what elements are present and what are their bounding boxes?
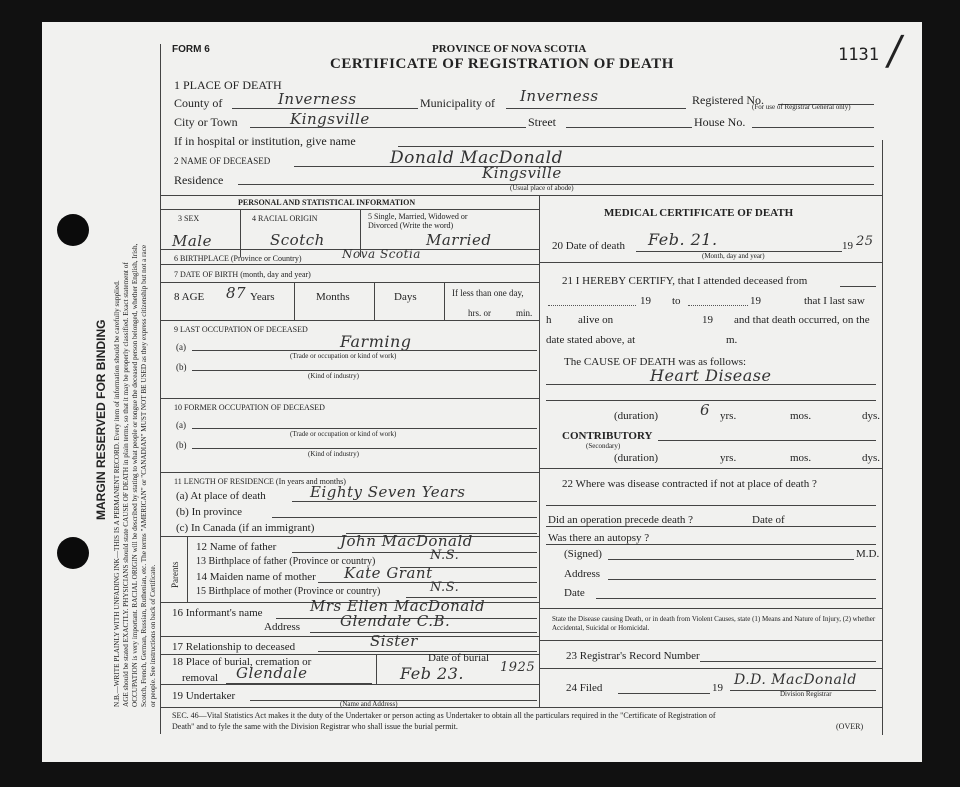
- medical-heading: MEDICAL CERTIFICATE OF DEATH: [604, 207, 794, 219]
- county-line: [232, 108, 418, 109]
- sec46-text-line-2: Death" and to fyle the same with the Division Registrar who shall issue the burial permit.: [172, 722, 458, 731]
- over-label: (OVER): [836, 722, 864, 731]
- sex-label: 3 SEX: [178, 214, 200, 223]
- father-name-line: [292, 552, 537, 553]
- last-occupation-a-label: (a): [176, 342, 186, 352]
- hospital-line: [398, 146, 874, 147]
- informant-label: 16 Informant's name: [172, 607, 263, 619]
- cause-of-death-value: Heart Disease: [650, 366, 772, 385]
- former-occupation-label: 10 FORMER OCCUPATION OF DECEASED: [174, 403, 325, 412]
- birthplace-value: Nova Scotia: [342, 247, 421, 261]
- name-line: [294, 166, 874, 167]
- date-of-death-note: (Month, day and year): [702, 252, 765, 260]
- medical-address-line: [608, 579, 876, 580]
- former-occ-a-line: [192, 428, 537, 429]
- name-of-deceased-label: 2 NAME OF DECEASED: [174, 156, 271, 166]
- burial-date-divider: [376, 654, 377, 684]
- cause-duration-value: 6: [700, 401, 711, 419]
- record-number-line: [700, 661, 876, 662]
- place-of-death-label: 1 PLACE OF DEATH: [174, 78, 282, 92]
- undertaker-note: (Name and Address): [340, 700, 398, 708]
- parents-divider: [187, 536, 188, 602]
- municipality-line: [506, 108, 686, 109]
- last-occ-industry-note: (Kind of industry): [308, 372, 359, 380]
- certify-line: [840, 286, 876, 287]
- mother-name-line: [318, 582, 537, 583]
- autopsy-label: Was there an autopsy ?: [548, 532, 650, 544]
- burial-date-value: Feb 23.: [400, 664, 464, 683]
- less-than-day-label: If less than one day,: [452, 288, 524, 298]
- burial-label-2: removal: [182, 672, 219, 684]
- age-divider-3: [444, 282, 445, 320]
- page-title: CERTIFICATE OF REGISTRATION OF DEATH: [330, 56, 674, 72]
- certify-19a: 19: [640, 295, 651, 307]
- parents-label: Parents: [170, 561, 180, 588]
- father-birthplace-value: N.S.: [430, 548, 460, 563]
- mother-birthplace-value: N.S.: [430, 580, 460, 595]
- contributory-yrs-label: yrs.: [720, 452, 737, 464]
- hospital-label: If in hospital or institution, give name: [174, 134, 356, 148]
- contracted-label: 22 Where was disease contracted if not at place of death ?: [562, 478, 817, 490]
- burial-section-line: [160, 684, 539, 685]
- mother-name-label: 14 Maiden name of mother: [196, 571, 316, 583]
- operation-date-label: Date of: [752, 514, 785, 526]
- certify-m: m.: [726, 334, 738, 346]
- days-label: Days: [394, 291, 417, 303]
- residence-length-label: 11 LENGTH OF RESIDENCE (In years and months): [174, 477, 346, 486]
- md-label: M.D.: [856, 548, 880, 560]
- contributory-line: [658, 440, 876, 441]
- dob-line: [160, 282, 539, 283]
- father-name-label: 12 Name of father: [196, 541, 277, 553]
- birthplace-line: [160, 264, 539, 265]
- last-occ-b-line: [192, 370, 537, 371]
- county-value: Inverness: [278, 90, 357, 108]
- city-line: [250, 127, 526, 128]
- registrar-note: (For use of Registrar General only): [752, 103, 851, 111]
- registrar-signature: D.D. MacDonald: [734, 672, 857, 688]
- contributory-dys-label: dys.: [862, 452, 881, 464]
- mother-birthplace-label: 15 Birthplace of mother (Province or country): [196, 586, 381, 597]
- months-label: Months: [316, 291, 350, 303]
- mother-name-value: Kate Grant: [344, 564, 433, 582]
- date-of-death-value: Feb. 21.: [648, 230, 718, 249]
- certify-label: 21 I HEREBY CERTIFY, that I attended deceased from: [562, 275, 808, 287]
- autopsy-line: [546, 544, 876, 545]
- cause-duration-label: (duration): [614, 410, 658, 422]
- racial-origin-label: 4 RACIAL ORIGIN: [252, 214, 318, 223]
- informant-address-line: [310, 632, 537, 633]
- house-no-line: [752, 127, 874, 128]
- sec46-text-line-1: SEC. 46—Vital Statistics Act makes it the duty of the Undertaker or person acting as Undertaker to obtain all the particulars required in the "Certificate of Registration of: [172, 711, 716, 720]
- date-of-death-label: 20 Date of death: [552, 240, 625, 252]
- burial-place-value: Glendale: [236, 664, 308, 682]
- operation-label: Did an operation precede death ?: [548, 514, 694, 526]
- father-name-value: John MacDonald: [340, 532, 473, 550]
- former-occupation-a-label: (a): [176, 420, 186, 430]
- death-year-prefix: 19: [842, 240, 853, 252]
- undertaker-label: 19 Undertaker: [172, 690, 236, 702]
- in-canada-label: (c) In Canada (if an immigrant): [176, 522, 315, 534]
- form-number: FORM 6: [172, 44, 210, 55]
- cause-line-2: [546, 400, 876, 401]
- death-year-value: 25: [856, 234, 874, 249]
- certify-last-saw: that I last saw: [804, 295, 865, 307]
- certify-alive: alive on: [578, 314, 614, 326]
- violent-causes-note: State the Disease causing Death, or in death from Violent Causes, state (1) Means and Nature of Injury, (2) whether Accidental, Suicidal or Homicidal.: [552, 615, 876, 632]
- contracted-line: [546, 505, 876, 506]
- medical-date-label: Date: [564, 587, 585, 599]
- cause-mos-label: mos.: [790, 410, 812, 422]
- birthplace-label: 6 BIRTHPLACE (Province or Country): [174, 254, 302, 263]
- former-occ-industry-note: (Kind of industry): [308, 450, 359, 458]
- certify-from-line: [548, 305, 636, 306]
- years-label: Years: [250, 291, 275, 303]
- footer-top-border: [160, 707, 882, 708]
- date-of-death-section-line: [539, 262, 882, 263]
- street-line: [566, 127, 692, 128]
- in-province-line: [272, 517, 537, 518]
- at-place-line: [292, 501, 537, 502]
- margin-binding-label: MARGIN RESERVED FOR BINDING: [94, 319, 108, 520]
- street-label: Street: [528, 115, 556, 129]
- burial-date-label: Date of burial: [428, 652, 490, 664]
- cause-of-death-label: The CAUSE OF DEATH was as follows:: [564, 356, 747, 368]
- former-occ-row-line: [160, 472, 539, 473]
- former-occ-b-line: [192, 448, 537, 449]
- county-label: County of: [174, 96, 223, 110]
- relationship-label: 17 Relationship to deceased: [172, 641, 296, 653]
- margin-instruction-4: Scotch, French, German, Russian, Ruthenian, etc. The terms "AMERICAN" or "CANADIAN" MUST NOT BE USED as they express citizenship but not a race: [140, 244, 148, 707]
- dob-label: 7 DATE OF BIRTH (month, day and year): [174, 270, 311, 279]
- name-of-deceased-value: Donald MacDonald: [390, 148, 564, 168]
- age-row-line: [160, 320, 539, 321]
- personal-heading: PERSONAL AND STATISTICAL INFORMATION: [238, 198, 416, 207]
- main-top-border: [160, 195, 882, 196]
- medical-date-line: [596, 598, 876, 599]
- min-label: min.: [516, 308, 533, 318]
- margin-instruction-5: or people. See instructions on back of Certificate.: [149, 564, 157, 707]
- residence-value: Kingsville: [482, 164, 562, 182]
- informant-address-label: Address: [264, 621, 301, 633]
- form-right-border: [882, 140, 883, 735]
- secondary-note: (Secondary): [586, 442, 621, 450]
- form-left-border: [160, 44, 161, 734]
- signed-label: (Signed): [564, 548, 602, 560]
- cause-yrs-label: yrs.: [720, 410, 737, 422]
- at-place-value: Eighty Seven Years: [310, 483, 466, 501]
- record-number-section-line: [539, 668, 882, 669]
- margin-instruction-2: AGE should be stated EXACTLY. PHYSICIANS should state CAUSE OF DEATH in plain terms, so that it may be properly classified. Exact statement of: [122, 262, 130, 707]
- residence-note: (Usual place of abode): [510, 184, 574, 192]
- last-occ-a-line: [192, 350, 537, 351]
- last-occupation-b-label: (b): [176, 362, 187, 372]
- marital-label-1: 5 Single, Married, Widowed or: [368, 212, 468, 221]
- age-value: 87: [226, 284, 247, 302]
- column-divider: [539, 195, 540, 707]
- certify-19b: 19: [750, 295, 761, 307]
- former-occupation-b-label: (b): [176, 440, 187, 450]
- violent-note-line: [539, 640, 882, 641]
- check-mark: /: [883, 28, 906, 74]
- serial-number: 1131: [838, 45, 879, 65]
- marital-label-2: Divorced (Write the word): [368, 221, 454, 230]
- city-value: Kingsville: [290, 110, 370, 128]
- punch-hole-top: [57, 214, 89, 246]
- former-occ-trade-note: (Trade or occupation or kind of work): [290, 430, 397, 438]
- certify-to: to: [672, 295, 681, 307]
- personal-heading-line: [160, 209, 539, 210]
- informant-section-line: [160, 636, 539, 637]
- certify-to-line: [688, 305, 748, 306]
- hrs-label: hrs. or: [468, 308, 491, 318]
- age-divider-1: [294, 282, 295, 320]
- medical-cause-section-line: [539, 468, 882, 469]
- marital-value: Married: [426, 231, 492, 249]
- last-occ-row-line: [160, 398, 539, 399]
- informant-value: Mrs Ellen MacDonald: [310, 597, 486, 615]
- registered-no-label: Registered No.: [692, 93, 764, 107]
- contributory-duration-label: (duration): [614, 452, 658, 464]
- in-province-label: (b) In province: [176, 506, 242, 518]
- contributory-mos-label: mos.: [790, 452, 812, 464]
- city-label: City or Town: [174, 115, 238, 129]
- relationship-value: Sister: [370, 632, 418, 650]
- informant-address-value: Glendale C.B.: [340, 612, 451, 630]
- margin-instruction-3: OCCUPATION is very important. RACIAL ORIGIN will be described by stating to what people or tongue the deceased person belonged, whether English, Irish,: [131, 243, 139, 707]
- margin-instruction-1: N.B.—WRITE PLAINLY WITH UNFADING INK—THIS IS A PERMANENT RECORD. Every item of information should be carefully supplied.: [113, 280, 121, 707]
- last-occ-trade-note: (Trade or occupation or kind of work): [290, 352, 397, 360]
- age-label: 8 AGE: [174, 291, 205, 303]
- certify-death-occurred: and that death occurred, on the: [734, 314, 870, 326]
- residence-label: Residence: [174, 173, 224, 187]
- cause-line-1: [546, 384, 876, 385]
- filed-line: [618, 693, 710, 694]
- burial-label-1: 18 Place of burial, cremation or: [172, 656, 312, 668]
- last-occupation-label: 9 LAST OCCUPATION OF DECEASED: [174, 325, 308, 334]
- record-number-label: 23 Registrar's Record Number: [566, 650, 700, 662]
- signed-line: [608, 559, 854, 560]
- racial-origin-value: Scotch: [270, 231, 325, 249]
- filed-19: 19: [712, 682, 723, 694]
- certify-date-above: date stated above, at: [546, 334, 636, 346]
- medical-address-label: Address: [564, 568, 601, 580]
- medical-signature-section-line: [539, 608, 882, 609]
- contributory-label: CONTRIBUTORY: [562, 430, 653, 442]
- age-divider-2: [374, 282, 375, 320]
- sex-value: Male: [172, 232, 212, 250]
- certify-h: h: [546, 314, 552, 326]
- province-title: PROVINCE OF NOVA SCOTIA: [432, 43, 587, 55]
- municipality-label: Municipality of: [420, 96, 495, 110]
- father-birthplace-label: 13 Birthplace of father (Province or country): [196, 556, 376, 567]
- cause-dys-label: dys.: [862, 410, 881, 422]
- punch-hole-bottom: [57, 537, 89, 569]
- municipality-value: Inverness: [520, 87, 599, 105]
- certify-19c: 19: [702, 314, 713, 326]
- burial-year-value: 1925: [500, 660, 536, 675]
- division-registrar-note: Division Registrar: [780, 690, 832, 698]
- at-place-label: (a) At place of death: [176, 490, 266, 502]
- operation-line: [546, 526, 876, 527]
- house-no-label: House No.: [694, 115, 746, 129]
- filed-label: 24 Filed: [566, 682, 603, 694]
- last-occupation-value: Farming: [340, 332, 412, 351]
